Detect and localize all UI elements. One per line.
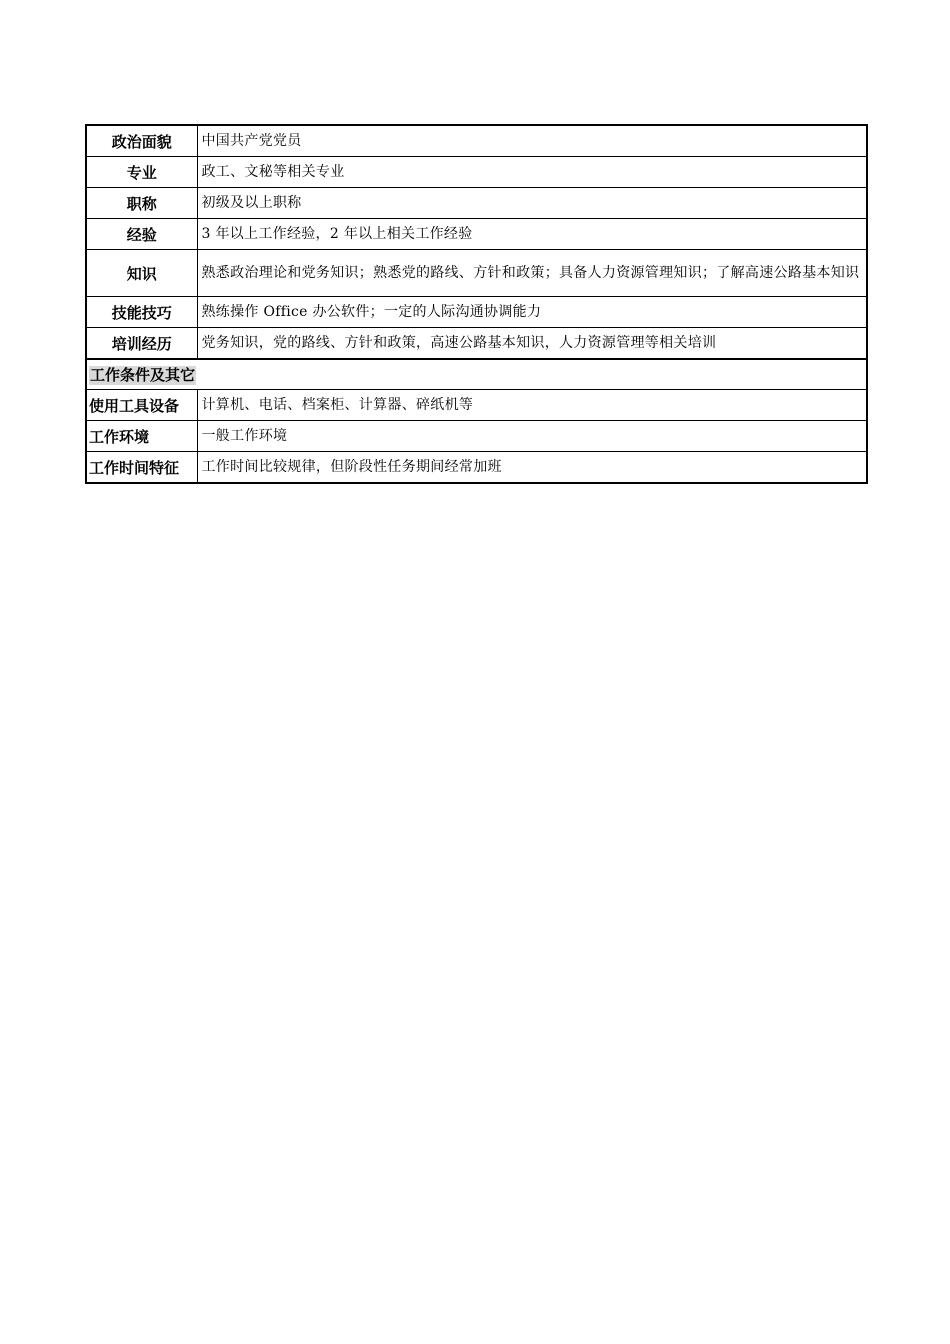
row-value-knowledge: 熟悉政治理论和党务知识；熟悉党的路线、方针和政策；具备人力资源管理知识；了解高速公路基本知识 — [197, 250, 867, 297]
section-title: 工作条件及其它 — [90, 367, 196, 384]
row-label-training: 培训经历 — [86, 328, 197, 360]
job-description-sheet — [85, 124, 866, 484]
qualification-table — [85, 124, 868, 484]
section-header-cell — [86, 359, 867, 390]
table-row — [86, 157, 867, 188]
section-header-row — [86, 359, 867, 390]
table-row — [86, 452, 867, 484]
row-value-experience: 3 年以上工作经验，2 年以上相关工作经验 — [197, 219, 867, 250]
row-label-environment: 工作环境 — [86, 421, 197, 452]
row-value-work-hours: 工作时间比较规律，但阶段性任务期间经常加班 — [197, 452, 867, 484]
table-row — [86, 250, 867, 297]
table-row — [86, 297, 867, 328]
row-value-training: 党务知识，党的路线、方针和政策，高速公路基本知识，人力资源管理等相关培训 — [197, 328, 867, 360]
table-row — [86, 219, 867, 250]
table-row — [86, 421, 867, 452]
row-label-political-status: 政治面貌 — [86, 125, 197, 157]
table-row — [86, 390, 867, 421]
row-label-skills: 技能技巧 — [86, 297, 197, 328]
table-row — [86, 125, 867, 157]
row-label-experience: 经验 — [86, 219, 197, 250]
row-value-major: 政工、文秘等相关专业 — [197, 157, 867, 188]
row-label-knowledge: 知识 — [86, 250, 197, 297]
row-value-tools: 计算机、电话、档案柜、计算器、碎纸机等 — [197, 390, 867, 421]
table-row — [86, 328, 867, 360]
row-value-political-status: 中国共产党党员 — [197, 125, 867, 157]
table-row — [86, 188, 867, 219]
row-value-title: 初级及以上职称 — [197, 188, 867, 219]
row-label-title: 职称 — [86, 188, 197, 219]
row-label-major: 专业 — [86, 157, 197, 188]
row-label-tools: 使用工具设备 — [86, 390, 197, 421]
row-value-skills: 熟练操作 Office 办公软件；一定的人际沟通协调能力 — [197, 297, 867, 328]
row-value-environment: 一般工作环境 — [197, 421, 867, 452]
row-label-work-hours: 工作时间特征 — [86, 452, 197, 484]
